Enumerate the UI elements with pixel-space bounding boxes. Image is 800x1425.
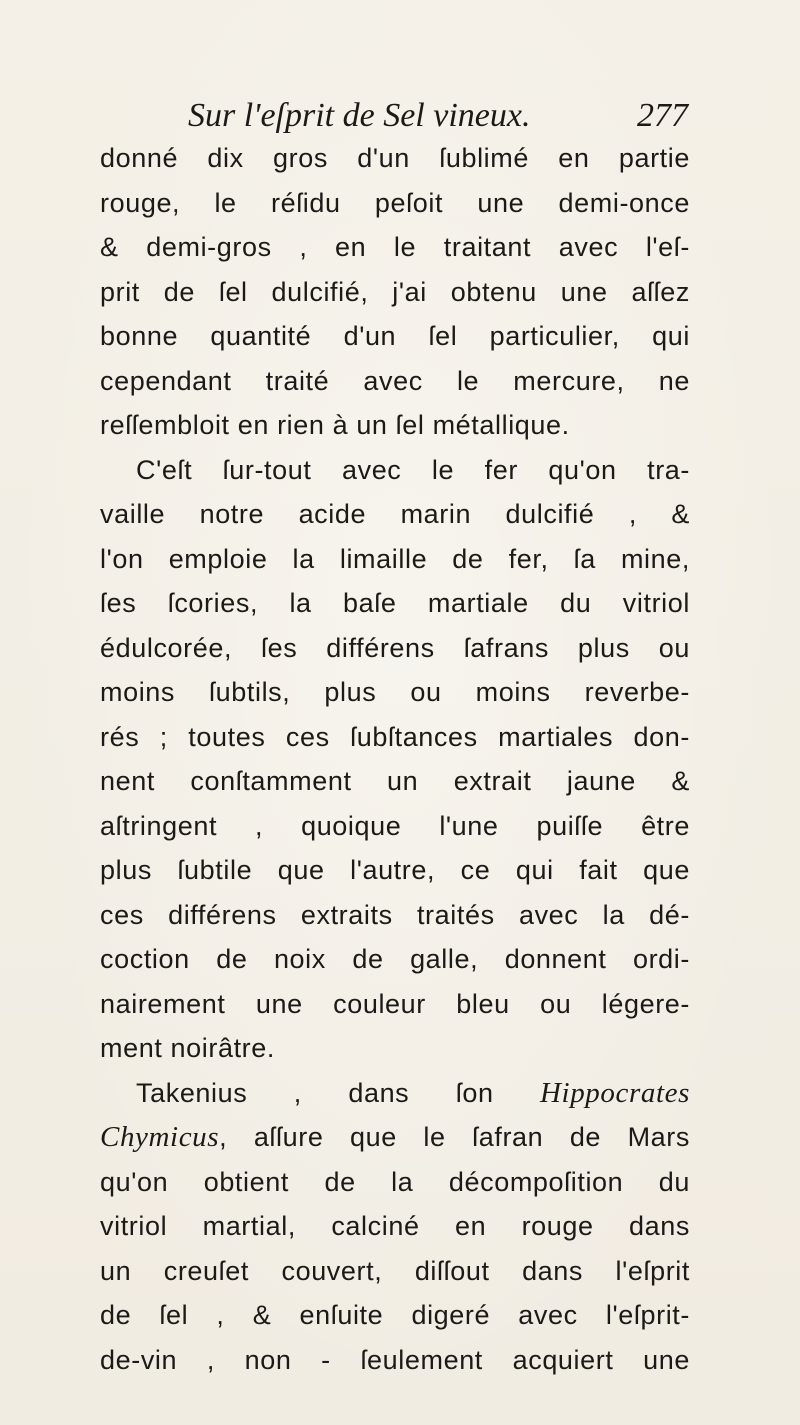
text-line: & demi-gros , en le traitant avec l'eſ-	[100, 232, 690, 262]
italic-title-segment: Chymicus	[100, 1121, 220, 1153]
text-line: rés ; toutes ces ſubſtances martiales don-	[100, 721, 690, 752]
text-line: vaille notre acide marin dulcifié , &	[100, 499, 690, 529]
text-line: cependant traité avec le mercure, ne	[100, 365, 690, 396]
text-line: l'on emploie la limaille de fer, ſa mine,	[100, 543, 690, 574]
text-line-with-italic	[100, 1071, 690, 1116]
text-line: de ſel , & enſuite digeré avec l'eſprit-	[100, 1300, 690, 1330]
text-line: moins ſubtils, plus ou moins reverbe-	[100, 677, 690, 707]
text-line: C'eſt ſur-tout avec le fer qu'on tra-	[136, 454, 690, 485]
text-line: ces différens extraits traités avec la dé-	[100, 899, 690, 930]
text-line-with-italic	[100, 1115, 690, 1160]
text-line: aſtringent , quoique l'une puiſſe être	[100, 810, 690, 841]
text-line: un creuſet couvert, diſſout dans l'eſprit	[100, 1255, 690, 1286]
text-line: édulcorée, ſes différens ſafrans plus ou	[100, 632, 690, 663]
page-number: 277	[637, 97, 688, 134]
text-line: nent conſtamment un extrait jaune &	[100, 766, 690, 796]
text-segment: , aſſure que le ſafran de Mars	[219, 1122, 690, 1152]
italic-title-segment: Hippocrates	[540, 1076, 690, 1109]
text-line: reſſembloit en rien à un ſel métallique.	[100, 410, 570, 440]
text-line: ment noirâtre.	[100, 1033, 275, 1063]
text-line: nairement une couleur bleu ou légere-	[100, 988, 690, 1019]
text-line: de-vin , non - ſeulement acquiert une	[100, 1344, 690, 1375]
running-title: Sur l'eſprit de Sel vineux.	[188, 97, 531, 134]
text-line: plus ſubtile que l'autre, ce qui fait que	[100, 855, 690, 885]
text-segment: Takenius , dans ſon	[136, 1077, 494, 1108]
text-line: prit de ſel dulcifié, j'ai obtenu une aſſez	[100, 276, 690, 307]
text-line: bonne quantité d'un ſel particulier, qui	[100, 321, 690, 351]
text-line: rouge, le réſidu peſoit une demi-once	[100, 187, 690, 218]
text-line: donné dix gros d'un ſublimé en partie	[100, 143, 690, 173]
text-line: ſes ſcories, la baſe martiale du vitriol	[100, 588, 690, 618]
text-line: coction de noix de galle, donnent ordi-	[100, 944, 690, 974]
text-line: vitriol martial, calciné en rouge dans	[100, 1211, 690, 1241]
body-text	[100, 136, 690, 1382]
text-line: qu'on obtient de la décompoſition du	[100, 1166, 690, 1197]
